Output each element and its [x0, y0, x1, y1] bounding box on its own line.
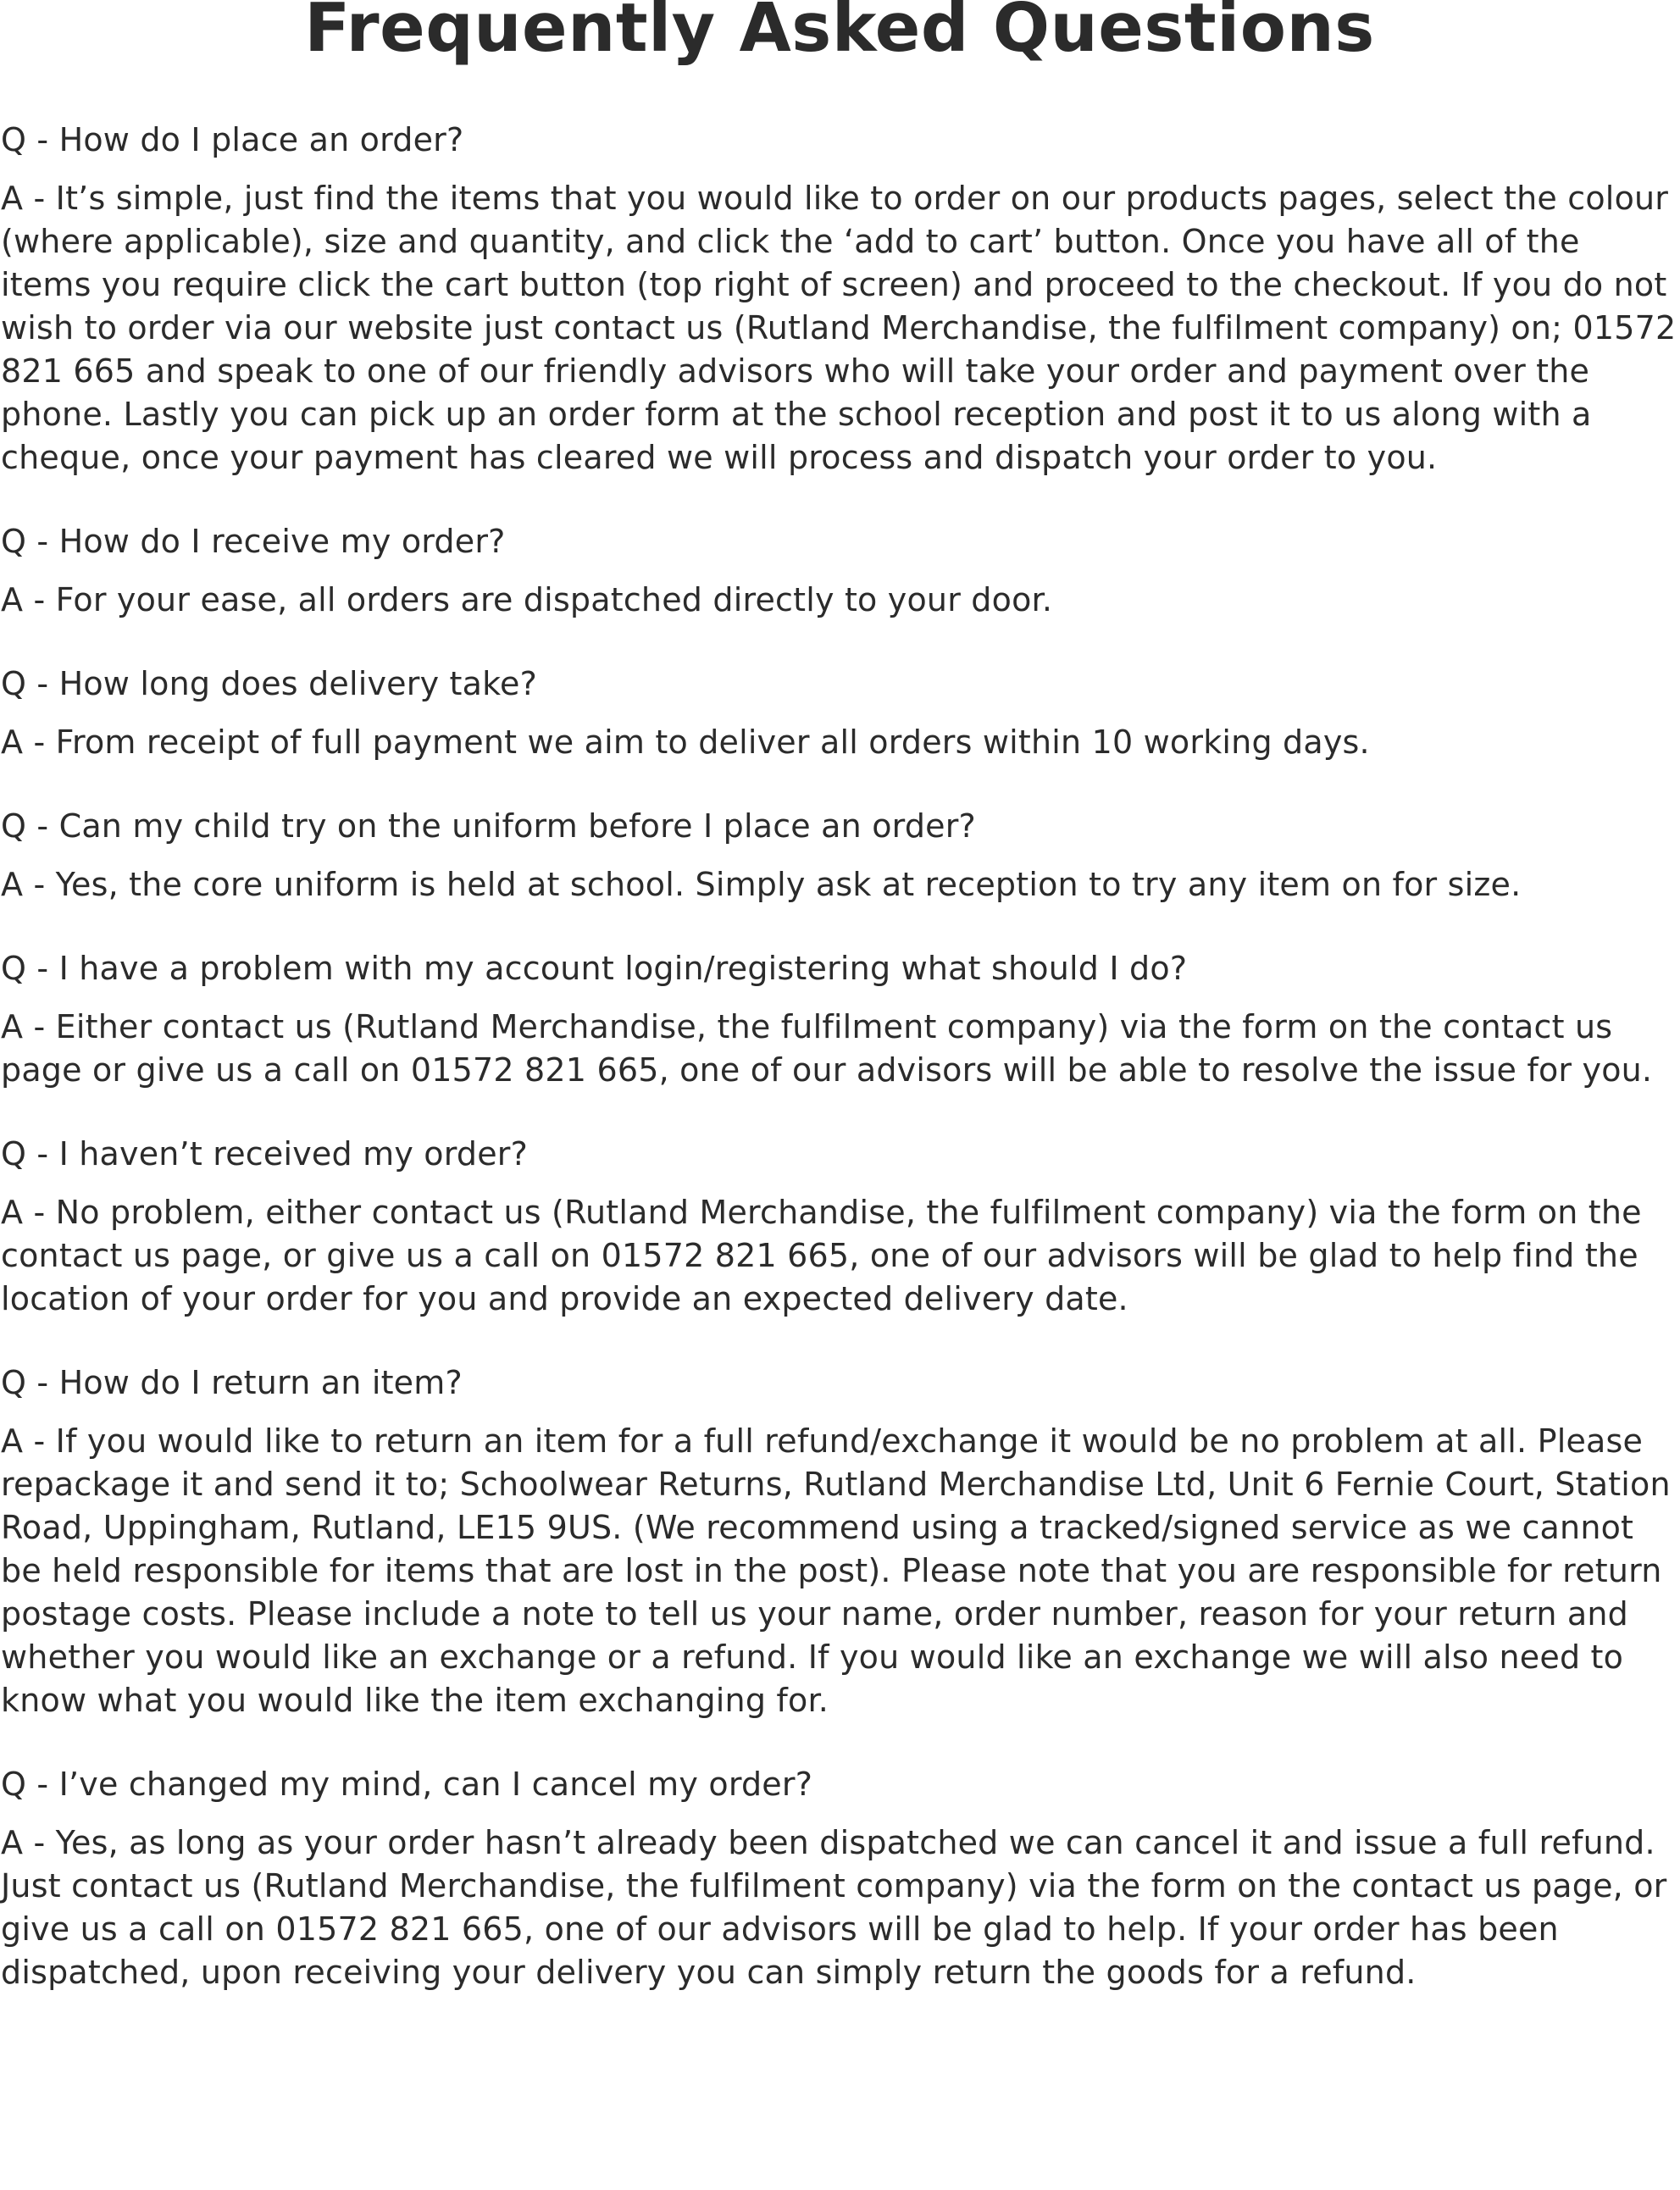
faq-item-delivery-time: [1, 663, 1677, 764]
faq-item-not-received: [1, 1133, 1677, 1321]
faq-answer: A - From receipt of full payment we aim to deliver all orders within 10 working days.: [1, 724, 1370, 761]
faq-question: Q - How do I return an item?: [1, 1364, 463, 1401]
faq-question: Q - Can my child try on the uniform before I place an order?: [1, 807, 976, 845]
faq-question: Q - I have a problem with my account login/registering what should I do?: [1, 950, 1188, 987]
faq-answer: A - Either contact us (Rutland Merchandise, the fulfilment company) via the form on the contact us page or give us a call on 01572 821 665, one of our advisors will be able to resolve the issue for you.: [1, 1008, 1653, 1089]
faq-answer: A - Yes, as long as your order hasn’t already been dispatched we can cancel it and issue a full refund. Just contact us (Rutland Merchandise, the fulfilment company) via the form on the contact us page, or give us a call on 01572 821 665, one of our advisors will be glad to help. If your order has been dispatched, upon receiving your delivery you can simply return the goods for a refund.: [1, 1824, 1667, 1991]
faq-answer: A - It’s simple, just find the items that you would like to order on our products pages, select the colour (where applicable), size and quantity, and click the ‘add to cart’ button. Once you have all of the items you require click the cart button (top right of screen) and proceed to the checkout. If you do not wish to order via our website just contact us (Rutland Merchandise, the fulfilment company) on; 01572 821 665 and speak to one of our friendly advisors who will take your order and payment over the phone. Lastly you can pick up an order form at the school reception and post it to us along with a cheque, once your payment has cleared we will process and dispatch your order to you.: [1, 180, 1677, 476]
faq-item-receive-order: [1, 520, 1677, 622]
faq-answer: A - If you would like to return an item for a full refund/exchange it would be no problem at all. Please repackage it and send it to; Schoolwear Returns, Rutland Merchandise Ltd, Unit 6 Fernie Court, Station Road, Uppingham, Rutland, LE15 9US. (We recommend using a tracked/signed service as we cannot be held responsible for items that are lost in the post). Please note that you are responsible for return postage costs. Please include a note to tell us your name, order number, reason for your return and whether you would like an exchange or a refund. If you would like an exchange we will also need to know what you would like the item exchanging for.: [1, 1422, 1671, 1719]
faq-item-try-uniform: [1, 805, 1677, 906]
faq-list: [1, 119, 1677, 2035]
faq-question: Q - I’ve changed my mind, can I cancel my order?: [1, 1766, 813, 1803]
faq-item-return-item: [1, 1361, 1677, 1722]
faq-question: Q - How long does delivery take?: [1, 665, 537, 702]
faq-item-place-order: [1, 119, 1677, 480]
faq-question: Q - I haven’t received my order?: [1, 1135, 528, 1173]
faq-answer: A - Yes, the core uniform is held at school. Simply ask at reception to try any item on for size.: [1, 866, 1522, 903]
faq-question: Q - How do I place an order?: [1, 121, 464, 158]
faq-item-cancel-order: [1, 1763, 1677, 1994]
faq-question: Q - How do I receive my order?: [1, 523, 506, 560]
faq-item-account-login: [1, 947, 1677, 1092]
page-title: Frequently Asked Questions: [304, 0, 1375, 67]
faq-answer: A - No problem, either contact us (Rutland Merchandise, the fulfilment company) via the form on the contact us page, or give us a call on 01572 821 665, one of our advisors will be glad to help find the location of your order for you and provide an expected delivery date.: [1, 1194, 1642, 1317]
faq-answer: A - For your ease, all orders are dispatched directly to your door.: [1, 581, 1053, 618]
